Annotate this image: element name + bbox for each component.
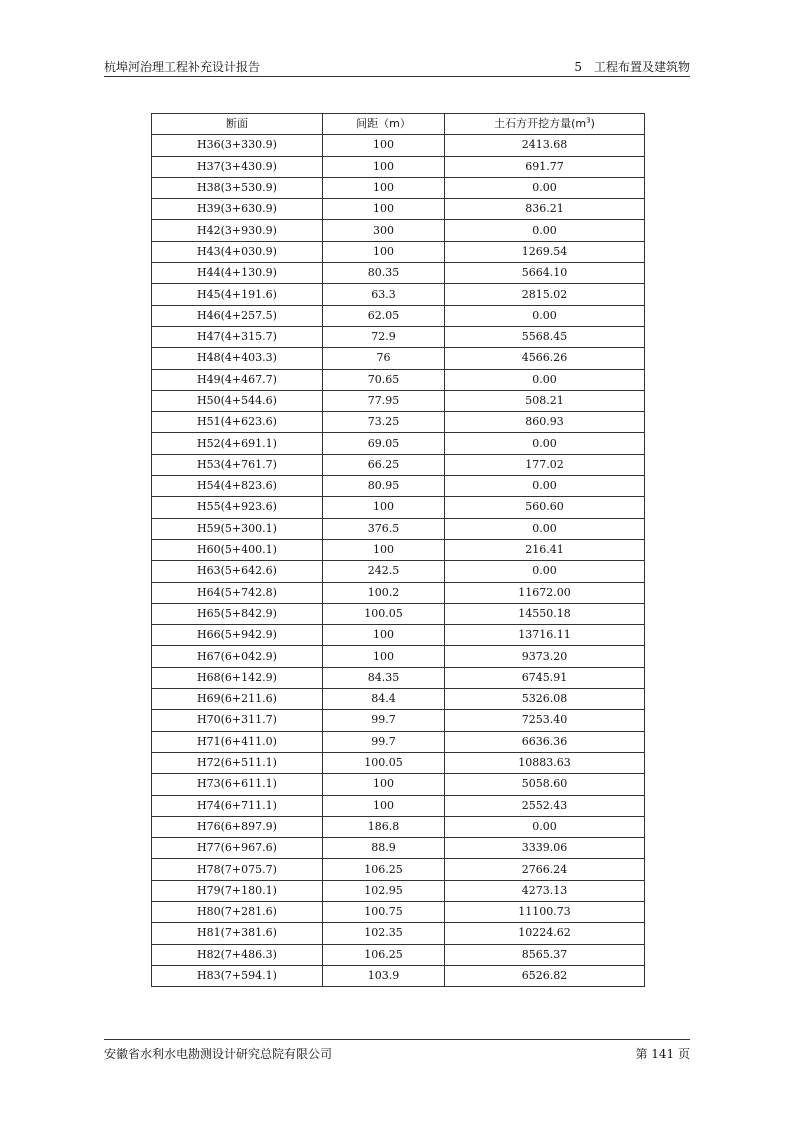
cell-section: H80(7+281.6) bbox=[152, 901, 323, 922]
cell-volume: 0.00 bbox=[445, 561, 645, 582]
cell-spacing: 73.25 bbox=[323, 412, 445, 433]
table-row bbox=[152, 880, 645, 901]
table-row bbox=[152, 454, 645, 475]
cell-spacing: 84.4 bbox=[323, 689, 445, 710]
cell-spacing: 103.9 bbox=[323, 965, 445, 986]
cell-spacing: 100 bbox=[323, 241, 445, 262]
cell-volume: 5058.60 bbox=[445, 774, 645, 795]
cell-spacing: 70.65 bbox=[323, 369, 445, 390]
cell-section: H44(4+130.9) bbox=[152, 263, 323, 284]
cell-spacing: 376.5 bbox=[323, 518, 445, 539]
table-row bbox=[152, 305, 645, 326]
table-row bbox=[152, 412, 645, 433]
cell-volume: 13716.11 bbox=[445, 625, 645, 646]
cell-spacing: 62.05 bbox=[323, 305, 445, 326]
cell-section: H82(7+486.3) bbox=[152, 944, 323, 965]
cell-spacing: 102.35 bbox=[323, 923, 445, 944]
table-row bbox=[152, 795, 645, 816]
table-row bbox=[152, 390, 645, 411]
table-row bbox=[152, 369, 645, 390]
table-row bbox=[152, 177, 645, 198]
table-row bbox=[152, 326, 645, 347]
cell-volume: 7253.40 bbox=[445, 710, 645, 731]
table-row bbox=[152, 561, 645, 582]
cell-spacing: 100 bbox=[323, 177, 445, 198]
cell-volume: 2766.24 bbox=[445, 859, 645, 880]
cell-spacing: 63.3 bbox=[323, 284, 445, 305]
cell-section: H49(4+467.7) bbox=[152, 369, 323, 390]
cell-section: H50(4+544.6) bbox=[152, 390, 323, 411]
cell-section: H74(6+711.1) bbox=[152, 795, 323, 816]
cell-spacing: 242.5 bbox=[323, 561, 445, 582]
cell-section: H42(3+930.9) bbox=[152, 220, 323, 241]
cell-spacing: 100 bbox=[323, 625, 445, 646]
cell-volume: 14550.18 bbox=[445, 603, 645, 624]
table-row bbox=[152, 603, 645, 624]
cell-spacing: 77.95 bbox=[323, 390, 445, 411]
table-row bbox=[152, 625, 645, 646]
cell-spacing: 100.75 bbox=[323, 901, 445, 922]
table-row bbox=[152, 539, 645, 560]
cell-spacing: 80.35 bbox=[323, 263, 445, 284]
page-header bbox=[104, 52, 690, 77]
cell-spacing: 100 bbox=[323, 497, 445, 518]
cell-section: H77(6+967.6) bbox=[152, 838, 323, 859]
cell-volume: 9373.20 bbox=[445, 646, 645, 667]
cell-volume: 216.41 bbox=[445, 539, 645, 560]
excavation-volume-table bbox=[151, 113, 645, 987]
cell-spacing: 69.05 bbox=[323, 433, 445, 454]
cell-section: H36(3+330.9) bbox=[152, 135, 323, 156]
cell-section: H78(7+075.7) bbox=[152, 859, 323, 880]
cell-volume: 0.00 bbox=[445, 177, 645, 198]
cell-volume: 0.00 bbox=[445, 369, 645, 390]
cell-volume: 0.00 bbox=[445, 220, 645, 241]
cell-section: H64(5+742.8) bbox=[152, 582, 323, 603]
cell-volume: 5664.10 bbox=[445, 263, 645, 284]
cell-spacing: 99.7 bbox=[323, 710, 445, 731]
cell-spacing: 99.7 bbox=[323, 731, 445, 752]
cell-section: H79(7+180.1) bbox=[152, 880, 323, 901]
table-row bbox=[152, 156, 645, 177]
cell-spacing: 186.8 bbox=[323, 816, 445, 837]
table-row bbox=[152, 582, 645, 603]
table-row bbox=[152, 199, 645, 220]
cell-spacing: 100.2 bbox=[323, 582, 445, 603]
cell-spacing: 102.95 bbox=[323, 880, 445, 901]
table-row bbox=[152, 965, 645, 986]
cell-volume: 10883.63 bbox=[445, 752, 645, 773]
table-row bbox=[152, 348, 645, 369]
table-row bbox=[152, 518, 645, 539]
cell-volume: 4566.26 bbox=[445, 348, 645, 369]
table-row bbox=[152, 923, 645, 944]
table-row bbox=[152, 135, 645, 156]
cell-spacing: 100 bbox=[323, 646, 445, 667]
cell-section: H73(6+611.1) bbox=[152, 774, 323, 795]
cell-volume: 5326.08 bbox=[445, 689, 645, 710]
cell-spacing: 80.95 bbox=[323, 476, 445, 497]
page-footer bbox=[104, 1039, 690, 1064]
table-row bbox=[152, 689, 645, 710]
cell-volume: 0.00 bbox=[445, 433, 645, 454]
cell-section: H69(6+211.6) bbox=[152, 689, 323, 710]
cell-volume: 10224.62 bbox=[445, 923, 645, 944]
cell-volume: 2413.68 bbox=[445, 135, 645, 156]
table-row bbox=[152, 646, 645, 667]
cell-volume: 1269.54 bbox=[445, 241, 645, 262]
cell-section: H51(4+623.6) bbox=[152, 412, 323, 433]
cell-section: H76(6+897.9) bbox=[152, 816, 323, 837]
cell-volume: 2815.02 bbox=[445, 284, 645, 305]
cell-volume: 508.21 bbox=[445, 390, 645, 411]
cell-section: H55(4+923.6) bbox=[152, 497, 323, 518]
cell-volume: 0.00 bbox=[445, 305, 645, 326]
cell-spacing: 300 bbox=[323, 220, 445, 241]
cell-section: H63(5+642.6) bbox=[152, 561, 323, 582]
cell-volume: 691.77 bbox=[445, 156, 645, 177]
table-row bbox=[152, 944, 645, 965]
cell-section: H70(6+311.7) bbox=[152, 710, 323, 731]
cell-spacing: 100 bbox=[323, 539, 445, 560]
cell-volume: 11100.73 bbox=[445, 901, 645, 922]
cell-volume: 860.93 bbox=[445, 412, 645, 433]
cell-spacing: 100 bbox=[323, 156, 445, 177]
cell-spacing: 76 bbox=[323, 348, 445, 369]
table-row bbox=[152, 731, 645, 752]
cell-spacing: 72.9 bbox=[323, 326, 445, 347]
cell-section: H38(3+530.9) bbox=[152, 177, 323, 198]
cell-section: H83(7+594.1) bbox=[152, 965, 323, 986]
cell-spacing: 100 bbox=[323, 135, 445, 156]
cell-spacing: 106.25 bbox=[323, 859, 445, 880]
table-row bbox=[152, 901, 645, 922]
cell-volume: 3339.06 bbox=[445, 838, 645, 859]
cell-section: H53(4+761.7) bbox=[152, 454, 323, 475]
cell-section: H60(5+400.1) bbox=[152, 539, 323, 560]
cell-volume: 6636.36 bbox=[445, 731, 645, 752]
cell-section: H39(3+630.9) bbox=[152, 199, 323, 220]
cell-section: H65(5+842.9) bbox=[152, 603, 323, 624]
cell-spacing: 88.9 bbox=[323, 838, 445, 859]
cell-spacing: 66.25 bbox=[323, 454, 445, 475]
cell-section: H45(4+191.6) bbox=[152, 284, 323, 305]
table-row bbox=[152, 241, 645, 262]
table-row bbox=[152, 284, 645, 305]
table-row bbox=[152, 838, 645, 859]
cell-section: H48(4+403.3) bbox=[152, 348, 323, 369]
cell-volume: 0.00 bbox=[445, 816, 645, 837]
cell-spacing: 106.25 bbox=[323, 944, 445, 965]
column-header-spacing: 间距（m） bbox=[323, 114, 445, 135]
footer-company-name: 安徽省水利水电勘测设计研究总院有限公司 bbox=[104, 1047, 333, 1061]
cell-volume: 8565.37 bbox=[445, 944, 645, 965]
cell-section: H54(4+823.6) bbox=[152, 476, 323, 497]
table-row bbox=[152, 752, 645, 773]
cell-section: H59(5+300.1) bbox=[152, 518, 323, 539]
column-header-section: 断面 bbox=[152, 114, 323, 135]
table-row bbox=[152, 667, 645, 688]
cell-volume: 11672.00 bbox=[445, 582, 645, 603]
cell-volume: 836.21 bbox=[445, 199, 645, 220]
cell-spacing: 100 bbox=[323, 774, 445, 795]
cell-section: H37(3+430.9) bbox=[152, 156, 323, 177]
table-row bbox=[152, 433, 645, 454]
footer-page-number: 第 141 页 bbox=[635, 1047, 690, 1061]
cell-section: H52(4+691.1) bbox=[152, 433, 323, 454]
table-row bbox=[152, 710, 645, 731]
cell-volume: 0.00 bbox=[445, 518, 645, 539]
cell-spacing: 84.35 bbox=[323, 667, 445, 688]
cell-section: H67(6+042.9) bbox=[152, 646, 323, 667]
cell-volume: 177.02 bbox=[445, 454, 645, 475]
table-row bbox=[152, 220, 645, 241]
cell-section: H71(6+411.0) bbox=[152, 731, 323, 752]
cell-section: H47(4+315.7) bbox=[152, 326, 323, 347]
column-header-volume: 土石方开挖方量$(m^3)$ bbox=[445, 114, 645, 135]
cell-section: H81(7+381.6) bbox=[152, 923, 323, 944]
header-chapter-title: 5 工程布置及建筑物 bbox=[574, 60, 690, 74]
table-row bbox=[152, 497, 645, 518]
cell-section: H46(4+257.5) bbox=[152, 305, 323, 326]
cell-spacing: 100.05 bbox=[323, 603, 445, 624]
cell-volume: 0.00 bbox=[445, 476, 645, 497]
cell-volume: 6526.82 bbox=[445, 965, 645, 986]
cell-section: H68(6+142.9) bbox=[152, 667, 323, 688]
table-row bbox=[152, 263, 645, 284]
cell-spacing: 100 bbox=[323, 795, 445, 816]
table-row bbox=[152, 816, 645, 837]
cell-volume: 6745.91 bbox=[445, 667, 645, 688]
cell-spacing: 100 bbox=[323, 199, 445, 220]
cell-volume: 2552.43 bbox=[445, 795, 645, 816]
cell-section: H66(5+942.9) bbox=[152, 625, 323, 646]
table-row bbox=[152, 476, 645, 497]
cell-section: H72(6+511.1) bbox=[152, 752, 323, 773]
cell-spacing: 100.05 bbox=[323, 752, 445, 773]
header-report-title: 杭埠河治理工程补充设计报告 bbox=[104, 60, 261, 74]
table-row bbox=[152, 859, 645, 880]
table-row bbox=[152, 774, 645, 795]
cell-volume: 5568.45 bbox=[445, 326, 645, 347]
cell-volume: 4273.13 bbox=[445, 880, 645, 901]
table-header-row bbox=[152, 114, 645, 135]
cell-section: H43(4+030.9) bbox=[152, 241, 323, 262]
cell-volume: 560.60 bbox=[445, 497, 645, 518]
